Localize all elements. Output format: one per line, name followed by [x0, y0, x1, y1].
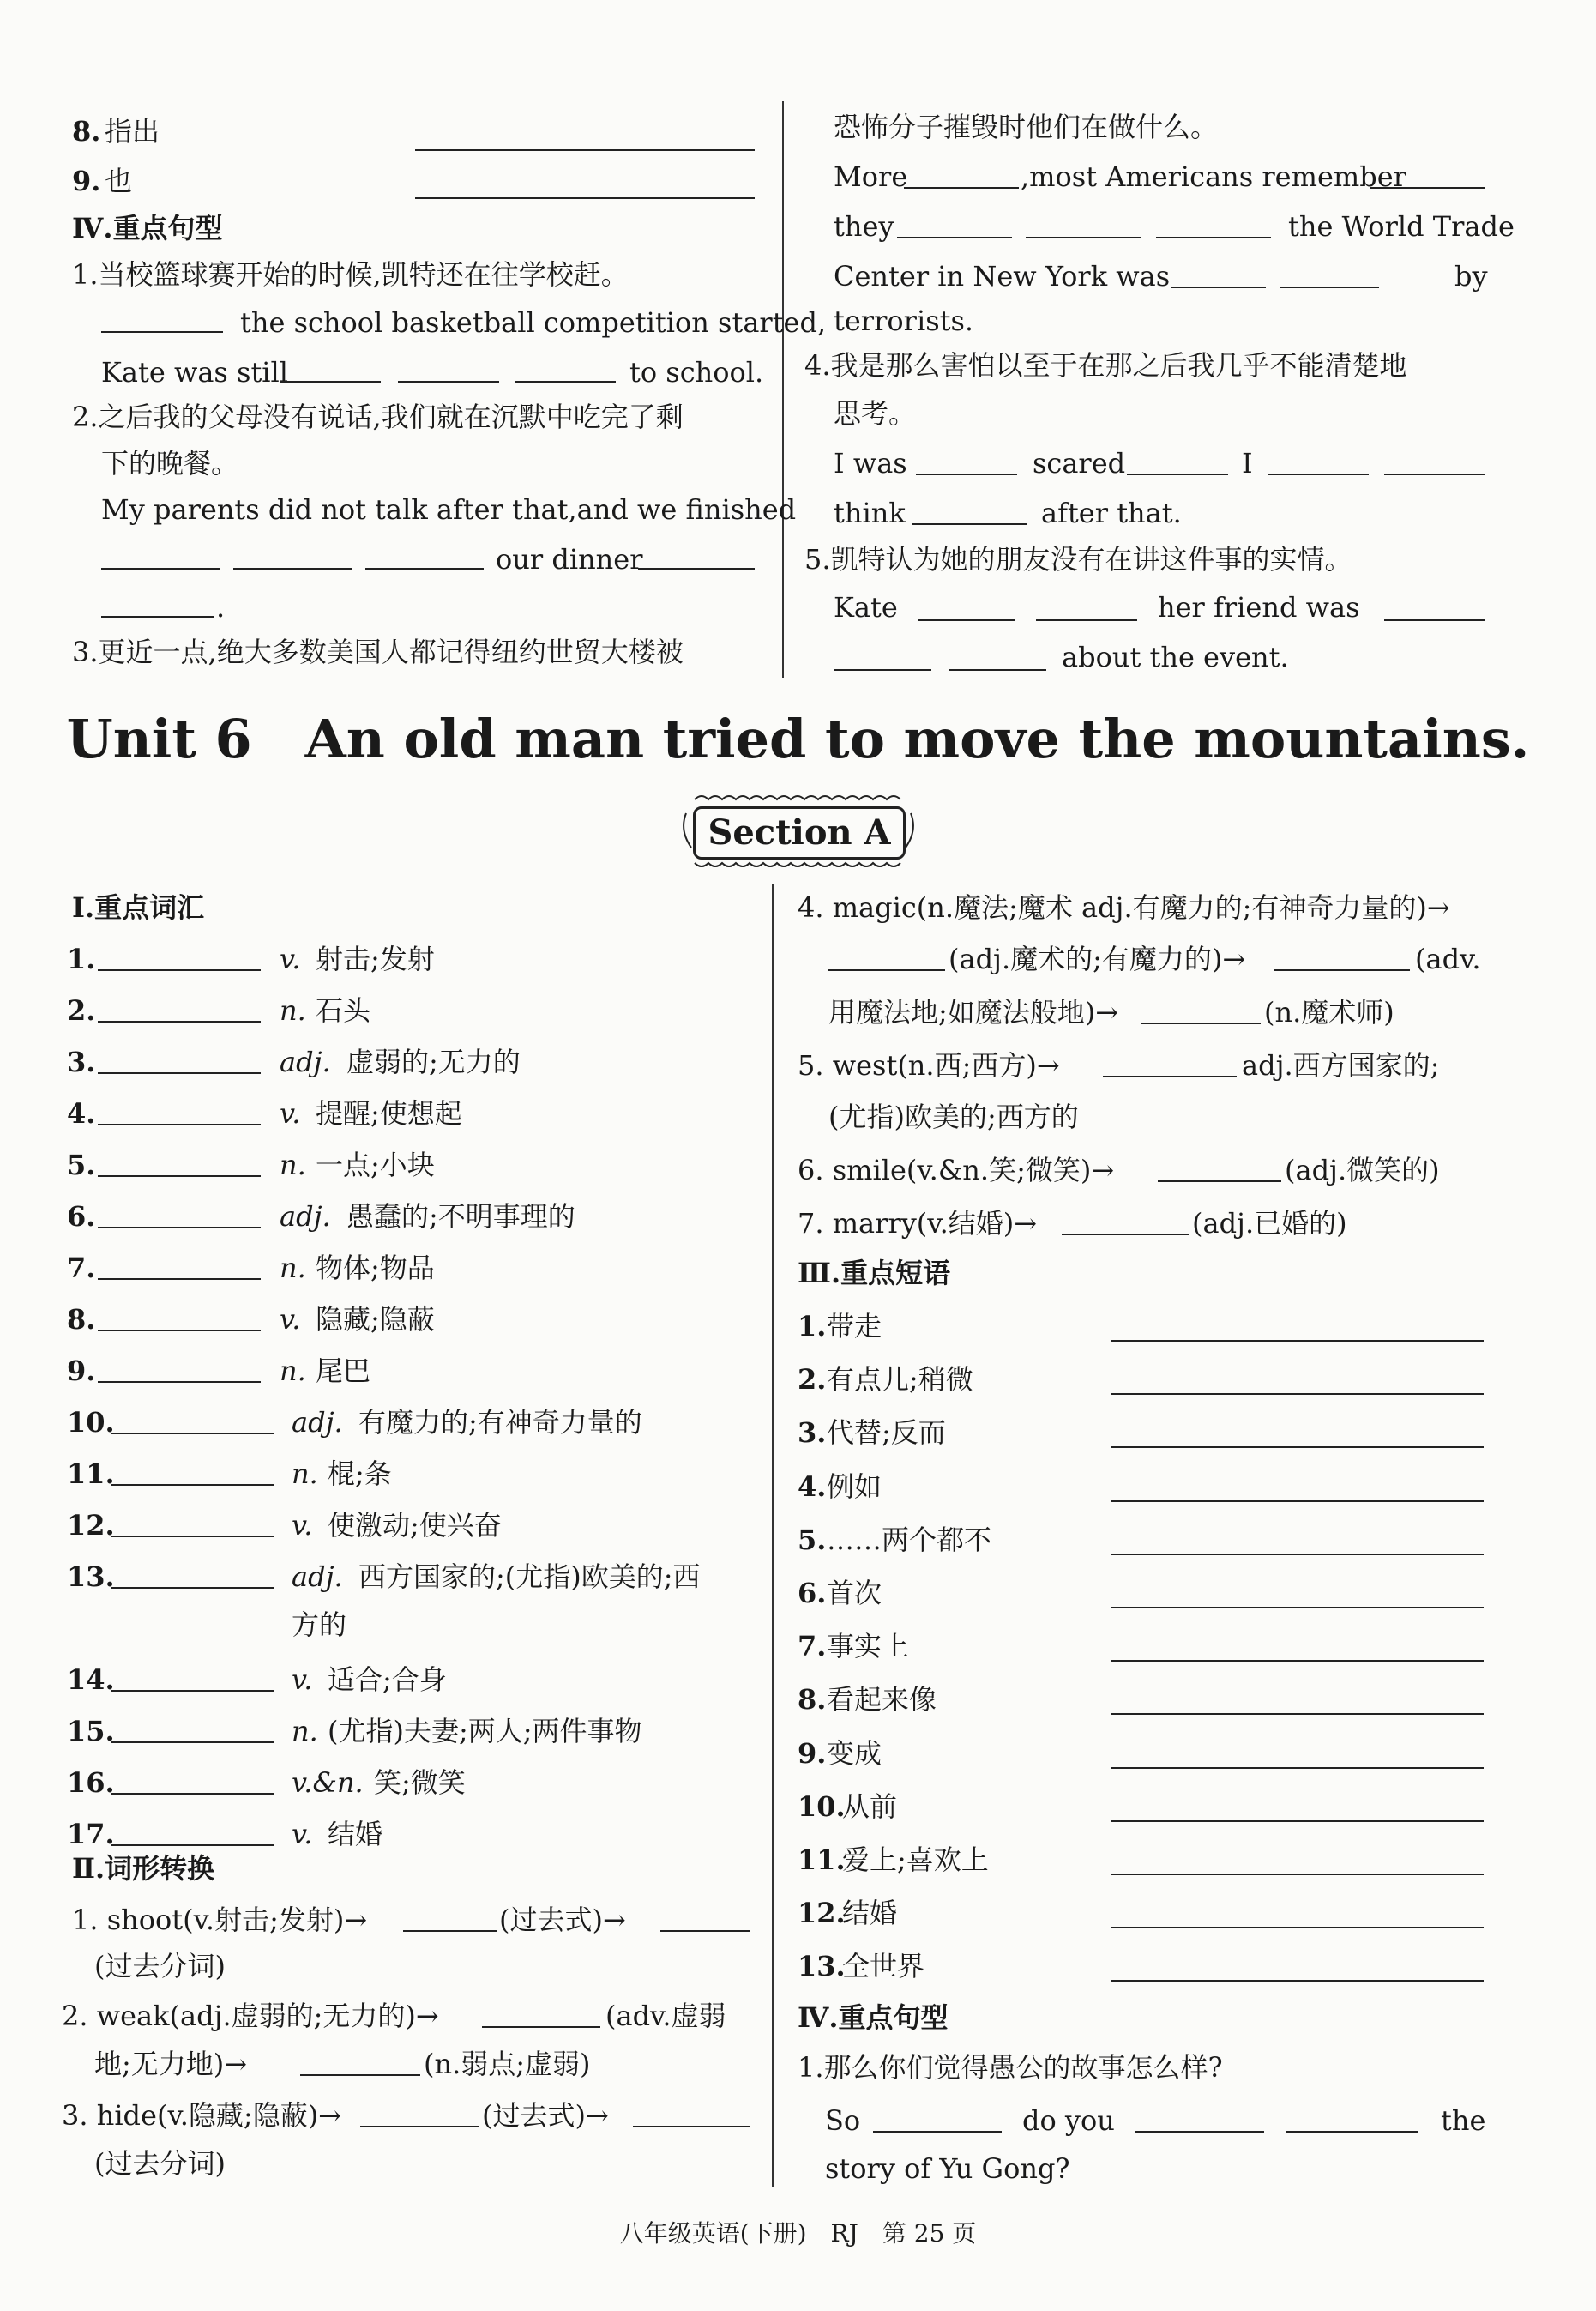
vocab-item-num: 5.	[67, 1149, 96, 1181]
vocab-item-meaning: 提醒;使想起	[316, 1097, 462, 1130]
sentence-en: My parents did not talk after that,and we finished	[101, 493, 797, 526]
sentence-cn: 下的晚餐。	[101, 447, 239, 480]
phrase-item-num: 5.	[798, 1523, 827, 1556]
main-column-divider	[772, 884, 774, 2187]
answer-blank[interactable]	[1111, 1691, 1484, 1715]
phrase-item-num: 3.	[798, 1416, 827, 1450]
answer-blank[interactable]	[1111, 1798, 1484, 1822]
sentence-en: Kate	[834, 591, 898, 624]
section-heading: Ⅱ.词形转换	[72, 1852, 215, 1885]
answer-blank[interactable]	[1274, 947, 1410, 971]
answer-blank[interactable]	[111, 1719, 274, 1743]
answer-blank[interactable]	[1111, 1958, 1484, 1982]
wordform-text: 4. magic(n.魔法;魔术 adj.有魔力的;有神奇力量的)→	[798, 891, 1450, 924]
answer-blank[interactable]	[98, 1101, 261, 1125]
section-heading: Ⅳ.重点句型	[798, 2001, 949, 2034]
sentence-en: Center in New York was	[834, 260, 1171, 293]
vocab-item-num: 16.	[67, 1766, 115, 1799]
answer-blank[interactable]	[515, 359, 616, 383]
answer-blank[interactable]	[1111, 1424, 1484, 1448]
sentence-en: story of Yu Gong?	[825, 2152, 1070, 2185]
answer-blank[interactable]	[1111, 1584, 1484, 1608]
wordform-text: 用魔法地;如魔法般地)→	[828, 996, 1119, 1029]
wordform-text: 2. weak(adj.虚弱的;无力的)→	[62, 2000, 439, 2032]
vocab-item-pos: v.	[292, 1818, 313, 1850]
phrase-item-text: 例如	[827, 1469, 882, 1503]
wordform-text: 地;无力地)→	[94, 2048, 248, 2080]
section-label: Section A	[693, 806, 906, 860]
wordform-text: (adj.魔术的;有魔力的)→	[949, 943, 1246, 975]
answer-blank[interactable]	[415, 175, 755, 199]
phrase-item-num: 13.	[798, 1950, 846, 1983]
vocab-item-pos: v.	[280, 943, 301, 975]
vocab-item-pos: n.	[280, 1355, 306, 1387]
vocab-item-pos: v.	[292, 1509, 313, 1542]
answer-blank[interactable]	[1111, 1904, 1484, 1928]
vocab-item-num: 7.	[67, 1252, 96, 1284]
answer-blank[interactable]	[111, 1822, 274, 1846]
vocab-item-pos: n.	[292, 1457, 318, 1490]
sentence-cn: 4.我是那么害怕以至于在那之后我几乎不能清楚地	[804, 349, 1407, 382]
wordform-text: (adj.已婚的)	[1192, 1207, 1347, 1240]
wordform-text: (n.弱点;虚弱)	[424, 2048, 591, 2080]
phrase-item-text: 爱上;喜欢上	[842, 1843, 989, 1876]
vocab-item-pos: v.	[292, 1663, 313, 1696]
sentence-en: about the event.	[1062, 641, 1289, 673]
phrase-item-num: 9.	[798, 1736, 827, 1770]
vocab-item-text: 也	[105, 165, 133, 197]
answer-blank[interactable]	[98, 1153, 261, 1177]
answer-blank[interactable]	[1268, 451, 1369, 475]
answer-blank[interactable]	[1103, 1053, 1237, 1077]
phrase-item-num: 12.	[798, 1897, 846, 1930]
vocab-item-meaning: 尾巴	[316, 1355, 371, 1387]
phrase-item-text: 全世界	[842, 1950, 925, 1983]
sentence-cn: 2.之后我的父母没有说话,我们就在沉默中吃完了剩	[72, 401, 684, 433]
sentence-en: the World Trade	[1288, 210, 1515, 243]
vocab-item-meaning-cont: 方的	[292, 1608, 347, 1641]
vocab-item-num: 8.	[72, 115, 101, 148]
answer-blank[interactable]	[482, 2004, 600, 2028]
answer-blank[interactable]	[1111, 1318, 1484, 1342]
wordform-text: (adv.虚弱	[605, 2000, 726, 2032]
sentence-cn: 恐怖分子摧毁时他们在做什么。	[834, 111, 1219, 143]
answer-blank[interactable]	[1026, 214, 1141, 238]
wordform-text: (尤指)欧美的;西方的	[828, 1101, 1079, 1133]
answer-blank[interactable]	[1111, 1851, 1484, 1875]
answer-blank[interactable]	[300, 2052, 420, 2076]
answer-blank[interactable]	[912, 501, 1027, 525]
answer-blank[interactable]	[638, 546, 755, 570]
vocab-item-pos: v.&n.	[292, 1766, 364, 1799]
vocab-item-meaning: 物体;物品	[316, 1252, 435, 1284]
phrase-item-text: 事实上	[827, 1630, 910, 1663]
phrase-item-text: ……两个都不	[827, 1523, 992, 1556]
vocab-item-pos: adj.	[280, 1200, 331, 1233]
answer-blank[interactable]	[111, 1462, 274, 1486]
answer-blank[interactable]	[1036, 597, 1137, 621]
sentence-en: terrorists.	[834, 305, 974, 337]
vocab-item-num: 13.	[67, 1560, 115, 1593]
wordform-text: (adv.	[1415, 943, 1481, 975]
vocab-item-meaning: 结婚	[328, 1818, 383, 1850]
wordform-text: 7. marry(v.结婚)→	[798, 1207, 1038, 1240]
answer-blank[interactable]	[398, 359, 499, 383]
answer-blank[interactable]	[834, 647, 931, 671]
phrase-item-text: 首次	[827, 1577, 882, 1609]
vocab-item-pos: n.	[280, 1252, 306, 1284]
phrase-item-num: 7.	[798, 1630, 827, 1663]
answer-blank[interactable]	[1280, 264, 1379, 288]
vocab-item-meaning: 有魔力的;有神奇力量的	[358, 1406, 642, 1439]
vocab-item-pos: v.	[280, 1303, 301, 1336]
wordform-text: (过去分词)	[94, 1950, 226, 1982]
vocab-item-meaning: 使激动;使兴奋	[328, 1509, 502, 1542]
page-footer: 八年级英语(下册) RJ 第 25 页	[619, 2219, 977, 2248]
answer-blank[interactable]	[98, 947, 261, 971]
answer-blank[interactable]	[1171, 264, 1266, 288]
answer-blank[interactable]	[101, 546, 220, 570]
answer-blank[interactable]	[403, 1908, 497, 1932]
vocab-item-num: 9.	[67, 1355, 96, 1387]
vocab-item-num: 14.	[67, 1663, 115, 1696]
vocab-item-num: 10.	[67, 1406, 115, 1439]
vocab-item-num: 1.	[67, 943, 96, 975]
sentence-en: the	[1441, 2104, 1486, 2137]
section-heading: Ⅲ.重点短语	[798, 1257, 951, 1289]
answer-blank[interactable]	[233, 546, 352, 570]
vocab-item-meaning: (尤指)夫妻;两人;两件事物	[328, 1715, 642, 1747]
unit-title: Unit 6 An old man tried to move the mountains.	[66, 708, 1530, 770]
phrase-item-num: 8.	[798, 1683, 827, 1717]
answer-blank[interactable]	[1062, 1211, 1189, 1235]
vocab-item-meaning: 西方国家的;(尤指)欧美的;西	[358, 1560, 701, 1593]
vocab-item-pos: adj.	[292, 1406, 343, 1439]
answer-blank[interactable]	[897, 214, 1012, 238]
answer-blank[interactable]	[918, 597, 1015, 621]
sentence-en: Kate was still	[101, 356, 288, 389]
answer-blank[interactable]	[98, 1307, 261, 1331]
sentence-cn: 1.当校篮球赛开始的时候,凯特还在往学校赶。	[72, 258, 629, 291]
sentence-en: after that.	[1041, 497, 1182, 529]
vocab-item-meaning: 笑;微笑	[374, 1766, 466, 1799]
sentence-en: the school basketball competition started,	[240, 306, 827, 339]
vocab-item-pos: v.	[280, 1097, 301, 1130]
answer-blank[interactable]	[1111, 1638, 1484, 1662]
wordform-text: 1. shoot(v.射击;发射)→	[72, 1904, 368, 1936]
phrase-item-text: 看起来像	[827, 1683, 937, 1717]
answer-blank[interactable]	[1111, 1478, 1484, 1502]
answer-blank[interactable]	[1127, 451, 1228, 475]
answer-blank[interactable]	[1141, 1000, 1261, 1024]
answer-blank[interactable]	[1286, 2109, 1418, 2133]
answer-blank[interactable]	[111, 1771, 274, 1795]
answer-blank[interactable]	[111, 1513, 274, 1537]
wordform-text: (过去分词)	[94, 2147, 226, 2180]
answer-blank[interactable]	[1135, 2109, 1264, 2133]
sentence-en: think	[834, 497, 906, 529]
vocab-item-meaning: 适合;合身	[328, 1663, 447, 1696]
answer-blank[interactable]	[101, 309, 223, 333]
vocab-item-num: 11.	[67, 1457, 115, 1490]
answer-blank[interactable]	[828, 947, 945, 971]
vocab-item-num: 17.	[67, 1818, 115, 1850]
answer-blank[interactable]	[916, 451, 1017, 475]
answer-blank[interactable]	[949, 647, 1046, 671]
answer-blank[interactable]	[660, 1908, 750, 1932]
vocab-item-pos: n.	[292, 1715, 318, 1747]
sentence-en: by	[1454, 260, 1488, 293]
answer-blank[interactable]	[1156, 214, 1271, 238]
sentence-en: our dinner	[496, 543, 643, 576]
phrase-item-text: 带走	[827, 1310, 882, 1343]
vocab-item-num: 4.	[67, 1097, 96, 1130]
vocab-item-meaning: 愚蠢的;不明事理的	[346, 1200, 575, 1233]
answer-blank[interactable]	[633, 2103, 750, 2127]
wordform-text: (n.魔术师)	[1264, 996, 1394, 1029]
phrase-item-num: 4.	[798, 1469, 827, 1503]
wordform-text: (过去式)→	[499, 1904, 626, 1936]
answer-blank[interactable]	[360, 2103, 479, 2127]
sentence-en: to school.	[629, 356, 764, 389]
vocab-item-meaning: 隐藏;隐蔽	[316, 1303, 435, 1336]
vocab-item-meaning: 一点;小块	[316, 1149, 435, 1181]
wordform-text: (过去式)→	[482, 2099, 609, 2132]
vocab-item-num: 8.	[67, 1303, 96, 1336]
answer-blank[interactable]	[1111, 1531, 1484, 1555]
phrase-item-text: 结婚	[842, 1897, 898, 1930]
vocab-item-meaning: 虚弱的;无力的	[346, 1046, 521, 1078]
sentence-cn: 3.更近一点,绝大多数美国人都记得纽约世贸大楼被	[72, 636, 684, 668]
top-column-divider	[782, 101, 784, 678]
vocab-item-meaning: 石头	[316, 994, 371, 1027]
answer-blank[interactable]	[1384, 597, 1485, 621]
sentence-en: scared	[1033, 447, 1126, 480]
phrase-item-text: 变成	[827, 1736, 882, 1770]
vocab-item-num: 2.	[67, 994, 96, 1027]
answer-blank[interactable]	[873, 2109, 1002, 2133]
vocab-item-num: 12.	[67, 1509, 115, 1542]
answer-blank[interactable]	[111, 1565, 274, 1589]
answer-blank[interactable]	[1384, 451, 1485, 475]
answer-blank[interactable]	[280, 359, 381, 383]
vocab-item-meaning: 射击;发射	[316, 943, 435, 975]
sentence-en: I was	[834, 447, 907, 480]
answer-blank[interactable]	[98, 1050, 261, 1074]
answer-blank[interactable]	[101, 594, 214, 618]
answer-blank[interactable]	[415, 127, 755, 151]
sentence-en: her friend was	[1158, 591, 1360, 624]
vocab-item-num: 3.	[67, 1046, 96, 1078]
answer-blank[interactable]	[111, 1668, 274, 1692]
vocab-item-num: 6.	[67, 1200, 96, 1233]
sentence-en: ,most Americans remember	[1021, 160, 1406, 193]
vocab-item-pos: adj.	[292, 1560, 343, 1593]
sentence-en: I	[1242, 447, 1253, 480]
sentence-en: So	[825, 2104, 861, 2137]
period: .	[216, 591, 226, 624]
wordform-text: 3. hide(v.隐藏;隐蔽)→	[62, 2099, 341, 2132]
sentence-en: do you	[1022, 2104, 1115, 2137]
section-badge	[678, 787, 919, 873]
answer-blank[interactable]	[98, 1256, 261, 1280]
wordform-text: adj.西方国家的;	[1242, 1049, 1440, 1082]
answer-blank[interactable]	[98, 999, 261, 1023]
answer-blank[interactable]	[98, 1204, 261, 1228]
sentence-en: More	[834, 160, 908, 193]
wordform-text: 6. smile(v.&n.笑;微笑)→	[798, 1154, 1115, 1186]
answer-blank[interactable]	[1111, 1745, 1484, 1769]
phrase-item-text: 从前	[842, 1789, 898, 1823]
sentence-en: they	[834, 210, 894, 243]
vocab-item-pos: n.	[280, 994, 306, 1027]
answer-blank[interactable]	[111, 1410, 274, 1434]
vocab-item-pos: n.	[280, 1149, 306, 1181]
sentence-cn: 思考。	[834, 397, 917, 430]
answer-blank[interactable]	[904, 165, 1019, 189]
wordform-text: (adj.微笑的)	[1285, 1154, 1440, 1186]
answer-blank[interactable]	[365, 546, 484, 570]
answer-blank[interactable]	[1158, 1158, 1281, 1182]
vocab-item-text: 指出	[105, 115, 160, 148]
phrase-item-num: 1.	[798, 1310, 827, 1343]
section-heading: Ⅰ.重点词汇	[72, 891, 205, 924]
phrase-item-num: 2.	[798, 1363, 827, 1397]
answer-blank[interactable]	[98, 1359, 261, 1383]
section-heading: Ⅳ.重点句型	[72, 212, 223, 244]
phrase-item-text: 有点儿;稍微	[827, 1363, 973, 1397]
phrase-item-num: 10.	[798, 1789, 846, 1823]
vocab-item-meaning: 棍;条	[328, 1457, 392, 1490]
phrase-item-text: 代替;反而	[827, 1416, 946, 1450]
answer-blank[interactable]	[1370, 165, 1485, 189]
vocab-item-num: 15.	[67, 1715, 115, 1747]
vocab-item-pos: adj.	[280, 1046, 331, 1078]
phrase-item-num: 6.	[798, 1577, 827, 1609]
phrase-item-num: 11.	[798, 1843, 846, 1876]
wordform-text: 5. west(n.西;西方)→	[798, 1049, 1060, 1082]
sentence-cn: 1.那么你们觉得愚公的故事怎么样?	[798, 2051, 1223, 2084]
sentence-cn: 5.凯特认为她的朋友没有在讲这件事的实情。	[804, 543, 1352, 576]
answer-blank[interactable]	[1111, 1371, 1484, 1395]
vocab-item-num: 9.	[72, 165, 101, 197]
